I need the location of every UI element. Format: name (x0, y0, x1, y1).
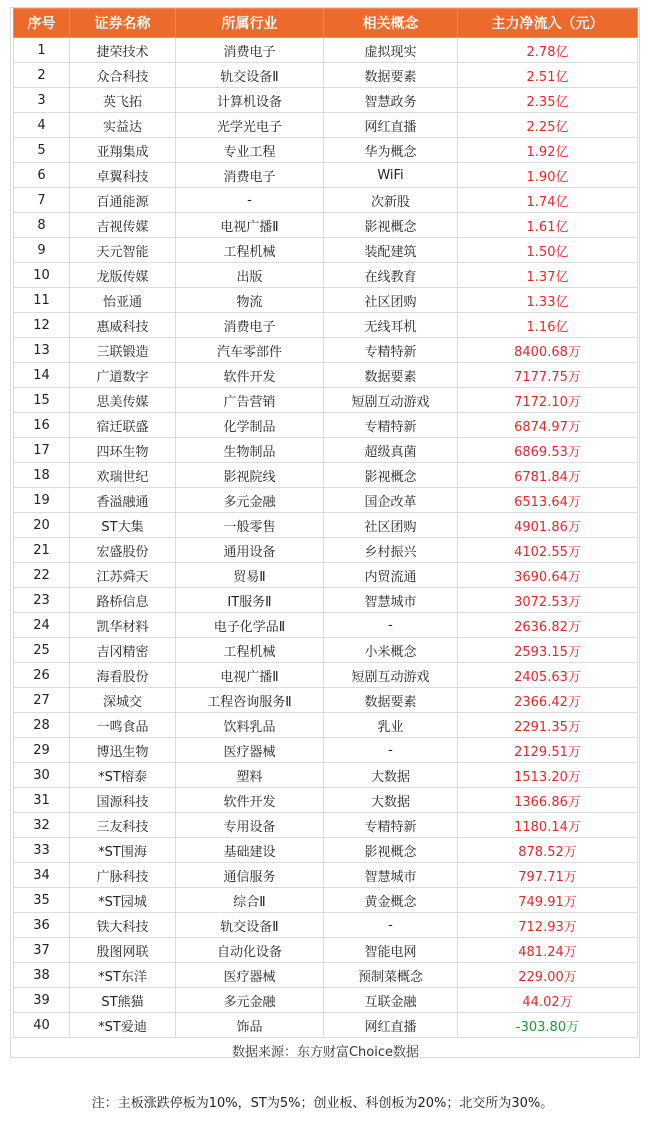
cell-stock-name: 香溢融通 (70, 488, 176, 513)
cell-concept: 乡村振兴 (324, 538, 458, 563)
cell-net-inflow: 6781.84万 (458, 463, 638, 488)
cell-net-inflow: 2291.35万 (458, 713, 638, 738)
cell-net-inflow: 4901.86万 (458, 513, 638, 538)
cell-industry: 电视广播Ⅱ (176, 663, 324, 688)
cell-index: 25 (14, 638, 70, 663)
cell-concept: 次新股 (324, 188, 458, 213)
cell-stock-name: 卓翼科技 (70, 163, 176, 188)
cell-index: 19 (14, 488, 70, 513)
table-row (14, 888, 638, 913)
cell-industry: 贸易Ⅱ (176, 563, 324, 588)
cell-net-inflow: 7172.10万 (458, 388, 638, 413)
cell-concept: 华为概念 (324, 138, 458, 163)
cell-index: 14 (14, 363, 70, 388)
cell-index: 26 (14, 663, 70, 688)
cell-industry: 物流 (176, 288, 324, 313)
cell-concept: 国企改革 (324, 488, 458, 513)
cell-index: 32 (14, 813, 70, 838)
cell-concept: 专精特新 (324, 338, 458, 363)
cell-stock-name: 百通能源 (70, 188, 176, 213)
cell-index: 11 (14, 288, 70, 313)
cell-concept: 大数据 (324, 763, 458, 788)
cell-net-inflow: 3072.53万 (458, 588, 638, 613)
cell-stock-name: 博迅生物 (70, 738, 176, 763)
cell-industry: 专用设备 (176, 813, 324, 838)
cell-stock-name: 江苏舜天 (70, 563, 176, 588)
cell-index: 5 (14, 138, 70, 163)
cell-index: 4 (14, 113, 70, 138)
table-row (14, 413, 638, 438)
table-row (14, 88, 638, 113)
cell-industry: 光学光电子 (176, 113, 324, 138)
cell-concept: - (324, 613, 458, 638)
cell-stock-name: 宿迁联盛 (70, 413, 176, 438)
cell-net-inflow: 6869.53万 (458, 438, 638, 463)
table-row (14, 188, 638, 213)
cell-concept: 专精特新 (324, 413, 458, 438)
cell-stock-name: 众合科技 (70, 63, 176, 88)
table-row (14, 313, 638, 338)
table-row (14, 613, 638, 638)
table-row (14, 588, 638, 613)
cell-index: 17 (14, 438, 70, 463)
cell-industry: 汽车零部件 (176, 338, 324, 363)
cell-net-inflow: 878.52万 (458, 838, 638, 863)
table-row (14, 913, 638, 938)
cell-stock-name: 英飞拓 (70, 88, 176, 113)
cell-stock-name: 龙版传媒 (70, 263, 176, 288)
table-row (14, 63, 638, 88)
cell-industry: 广告营销 (176, 388, 324, 413)
cell-stock-name: 三友科技 (70, 813, 176, 838)
cell-net-inflow: 481.24万 (458, 938, 638, 963)
cell-net-inflow: 2366.42万 (458, 688, 638, 713)
table-row (14, 813, 638, 838)
cell-concept: 超级真菌 (324, 438, 458, 463)
cell-stock-name: 怡亚通 (70, 288, 176, 313)
cell-net-inflow: 1.90亿 (458, 163, 638, 188)
cell-industry: 出版 (176, 263, 324, 288)
cell-net-inflow: 1.61亿 (458, 213, 638, 238)
table-row (14, 763, 638, 788)
cell-index: 6 (14, 163, 70, 188)
cell-stock-name: 海看股份 (70, 663, 176, 688)
cell-concept: 网红直播 (324, 1013, 458, 1038)
table-row (14, 738, 638, 763)
cell-stock-name: 欢瑞世纪 (70, 463, 176, 488)
cell-net-inflow: 3690.64万 (458, 563, 638, 588)
cell-stock-name: 铁大科技 (70, 913, 176, 938)
cell-industry: 计算机设备 (176, 88, 324, 113)
cell-stock-name: 国源科技 (70, 788, 176, 813)
cell-industry: 多元金融 (176, 988, 324, 1013)
cell-index: 1 (14, 38, 70, 63)
col-header-index: 序号 (14, 9, 70, 38)
cell-stock-name: 广道数字 (70, 363, 176, 388)
cell-concept: 大数据 (324, 788, 458, 813)
cell-stock-name: 吉冈精密 (70, 638, 176, 663)
cell-net-inflow: 2636.82万 (458, 613, 638, 638)
cell-stock-name: ST大集 (70, 513, 176, 538)
cell-net-inflow: 229.00万 (458, 963, 638, 988)
cell-stock-name: 宏盛股份 (70, 538, 176, 563)
cell-concept: 互联金融 (324, 988, 458, 1013)
cell-industry: 一般零售 (176, 513, 324, 538)
cell-index: 10 (14, 263, 70, 288)
cell-concept: 数据要素 (324, 363, 458, 388)
cell-concept: 社区团购 (324, 288, 458, 313)
cell-stock-name: 亚翔集成 (70, 138, 176, 163)
cell-industry: 多元金融 (176, 488, 324, 513)
cell-industry: 饮料乳品 (176, 713, 324, 738)
cell-industry: IT服务Ⅱ (176, 588, 324, 613)
cell-index: 23 (14, 588, 70, 613)
cell-net-inflow: 1.74亿 (458, 188, 638, 213)
cell-stock-name: 吉视传媒 (70, 213, 176, 238)
cell-index: 9 (14, 238, 70, 263)
cell-industry: 通信服务 (176, 863, 324, 888)
cell-stock-name: *ST园城 (70, 888, 176, 913)
table-row (14, 1013, 638, 1038)
cell-stock-name: 捷荣技术 (70, 38, 176, 63)
cell-index: 29 (14, 738, 70, 763)
cell-net-inflow: 6513.64万 (458, 488, 638, 513)
cell-index: 18 (14, 463, 70, 488)
cell-concept: 智慧政务 (324, 88, 458, 113)
table-row (14, 788, 638, 813)
table-row (14, 38, 638, 63)
cell-industry: 自动化设备 (176, 938, 324, 963)
cell-industry: 轨交设备Ⅱ (176, 913, 324, 938)
cell-index: 33 (14, 838, 70, 863)
table-row (14, 338, 638, 363)
cell-industry: 工程咨询服务Ⅱ (176, 688, 324, 713)
cell-concept: 网红直播 (324, 113, 458, 138)
cell-index: 24 (14, 613, 70, 638)
cell-stock-name: 实益达 (70, 113, 176, 138)
table-row (14, 488, 638, 513)
cell-concept: 专精特新 (324, 813, 458, 838)
table-row (14, 213, 638, 238)
cell-stock-name: 广脉科技 (70, 863, 176, 888)
cell-index: 15 (14, 388, 70, 413)
cell-net-inflow: 2.25亿 (458, 113, 638, 138)
col-header-concept: 相关概念 (324, 9, 458, 38)
cell-index: 12 (14, 313, 70, 338)
table-row (14, 663, 638, 688)
cell-concept: 内贸流通 (324, 563, 458, 588)
cell-stock-name: 天元智能 (70, 238, 176, 263)
cell-concept: 小米概念 (324, 638, 458, 663)
cell-index: 38 (14, 963, 70, 988)
table-row (14, 638, 638, 663)
table-row (14, 838, 638, 863)
cell-concept: 虚拟现实 (324, 38, 458, 63)
table-row (14, 163, 638, 188)
cell-net-inflow: 1.16亿 (458, 313, 638, 338)
table-row (14, 263, 638, 288)
cell-industry: 消费电子 (176, 38, 324, 63)
cell-stock-name: 凯华材料 (70, 613, 176, 638)
table-row (14, 938, 638, 963)
col-header-name: 证券名称 (70, 9, 176, 38)
cell-concept: WiFi (324, 163, 458, 188)
cell-stock-name: 殷图网联 (70, 938, 176, 963)
cell-concept: 短剧互动游戏 (324, 388, 458, 413)
cell-net-inflow: 1180.14万 (458, 813, 638, 838)
cell-index: 40 (14, 1013, 70, 1038)
cell-stock-name: 思美传媒 (70, 388, 176, 413)
cell-stock-name: *ST榕泰 (70, 763, 176, 788)
cell-concept: 数据要素 (324, 688, 458, 713)
cell-net-inflow: 4102.55万 (458, 538, 638, 563)
cell-industry: 医疗器械 (176, 963, 324, 988)
cell-index: 20 (14, 513, 70, 538)
cell-index: 22 (14, 563, 70, 588)
cell-index: 28 (14, 713, 70, 738)
cell-net-inflow: 7177.75万 (458, 363, 638, 388)
cell-concept: 影视概念 (324, 838, 458, 863)
cell-net-inflow: 1.92亿 (458, 138, 638, 163)
table-row (14, 713, 638, 738)
cell-concept: 智慧城市 (324, 588, 458, 613)
cell-concept: 无线耳机 (324, 313, 458, 338)
table-row (14, 688, 638, 713)
table-row (14, 463, 638, 488)
cell-concept: 预制菜概念 (324, 963, 458, 988)
cell-stock-name: *ST爱迪 (70, 1013, 176, 1038)
cell-net-inflow: 1.37亿 (458, 263, 638, 288)
table-row (14, 963, 638, 988)
cell-industry: 工程机械 (176, 638, 324, 663)
col-header-net-inflow: 主力净流入（元） (458, 9, 638, 38)
table-row (14, 113, 638, 138)
table-row (14, 238, 638, 263)
cell-stock-name: 惠威科技 (70, 313, 176, 338)
cell-stock-name: *ST东洋 (70, 963, 176, 988)
cell-concept: 智慧城市 (324, 863, 458, 888)
table-row (14, 138, 638, 163)
cell-concept: 装配建筑 (324, 238, 458, 263)
cell-stock-name: 四环生物 (70, 438, 176, 463)
cell-industry: 电视广播Ⅱ (176, 213, 324, 238)
cell-net-inflow: 2405.63万 (458, 663, 638, 688)
table-header-row (14, 9, 638, 38)
cell-industry: 影视院线 (176, 463, 324, 488)
cell-index: 31 (14, 788, 70, 813)
cell-industry: 基础建设 (176, 838, 324, 863)
cell-industry: 电子化学品Ⅱ (176, 613, 324, 638)
cell-index: 2 (14, 63, 70, 88)
table-row (14, 988, 638, 1013)
cell-industry: 轨交设备Ⅱ (176, 63, 324, 88)
table-row (14, 863, 638, 888)
table-row (14, 513, 638, 538)
cell-net-inflow: -303.80万 (458, 1013, 638, 1038)
cell-industry: 消费电子 (176, 163, 324, 188)
cell-net-inflow: 8400.68万 (458, 338, 638, 363)
table-row (14, 363, 638, 388)
cell-net-inflow: 1513.20万 (458, 763, 638, 788)
cell-concept: 短剧互动游戏 (324, 663, 458, 688)
cell-industry: 饰品 (176, 1013, 324, 1038)
cell-net-inflow: 44.02万 (458, 988, 638, 1013)
table-row (14, 388, 638, 413)
cell-net-inflow: 749.91万 (458, 888, 638, 913)
cell-index: 16 (14, 413, 70, 438)
cell-industry: 软件开发 (176, 788, 324, 813)
source-row (14, 1038, 638, 1063)
cell-industry: 通用设备 (176, 538, 324, 563)
cell-index: 39 (14, 988, 70, 1013)
cell-stock-name: 路桥信息 (70, 588, 176, 613)
data-source: 数据来源：东方财富Choice数据 (231, 1044, 420, 1060)
cell-stock-name: 深城交 (70, 688, 176, 713)
cell-industry: 化学制品 (176, 413, 324, 438)
cell-industry: 生物制品 (176, 438, 324, 463)
cell-net-inflow: 2129.51万 (458, 738, 638, 763)
cell-concept: - (324, 913, 458, 938)
cell-concept: 在线教育 (324, 263, 458, 288)
cell-concept: 社区团购 (324, 513, 458, 538)
cell-net-inflow: 1366.86万 (458, 788, 638, 813)
cell-index: 3 (14, 88, 70, 113)
table-row (14, 563, 638, 588)
cell-index: 34 (14, 863, 70, 888)
col-header-industry: 所属行业 (176, 9, 324, 38)
table-row (14, 438, 638, 463)
cell-concept: 乳业 (324, 713, 458, 738)
cell-industry: 消费电子 (176, 313, 324, 338)
cell-net-inflow: 712.93万 (458, 913, 638, 938)
cell-stock-name: ST熊猫 (70, 988, 176, 1013)
cell-net-inflow: 2593.15万 (458, 638, 638, 663)
cell-stock-name: 一鸣食品 (70, 713, 176, 738)
cell-concept: 智能电网 (324, 938, 458, 963)
cell-index: 35 (14, 888, 70, 913)
cell-index: 21 (14, 538, 70, 563)
cell-concept: 数据要素 (324, 63, 458, 88)
cell-index: 13 (14, 338, 70, 363)
cell-net-inflow: 2.35亿 (458, 88, 638, 113)
capital-flow-table (13, 8, 638, 1062)
cell-net-inflow: 797.71万 (458, 863, 638, 888)
cell-stock-name: *ST围海 (70, 838, 176, 863)
cell-industry: 塑料 (176, 763, 324, 788)
cell-industry: 专业工程 (176, 138, 324, 163)
cell-industry: - (176, 188, 324, 213)
table-row (14, 288, 638, 313)
cell-concept: 黄金概念 (324, 888, 458, 913)
cell-index: 7 (14, 188, 70, 213)
cell-net-inflow: 6874.97万 (458, 413, 638, 438)
cell-index: 27 (14, 688, 70, 713)
cell-net-inflow: 2.78亿 (458, 38, 638, 63)
cell-index: 30 (14, 763, 70, 788)
cell-net-inflow: 2.51亿 (458, 63, 638, 88)
cell-industry: 工程机械 (176, 238, 324, 263)
cell-index: 36 (14, 913, 70, 938)
cell-net-inflow: 1.50亿 (458, 238, 638, 263)
footnote: 注：主板涨跌停板为10%，ST为5%；创业板、科创板为20%；北交所为30%。 (91, 1096, 554, 1111)
cell-index: 37 (14, 938, 70, 963)
table-row (14, 538, 638, 563)
cell-concept: 影视概念 (324, 213, 458, 238)
cell-industry: 综合Ⅱ (176, 888, 324, 913)
cell-industry: 软件开发 (176, 363, 324, 388)
cell-concept: 影视概念 (324, 463, 458, 488)
cell-stock-name: 三联锻造 (70, 338, 176, 363)
cell-concept: - (324, 738, 458, 763)
cell-net-inflow: 1.33亿 (458, 288, 638, 313)
cell-index: 8 (14, 213, 70, 238)
cell-industry: 医疗器械 (176, 738, 324, 763)
